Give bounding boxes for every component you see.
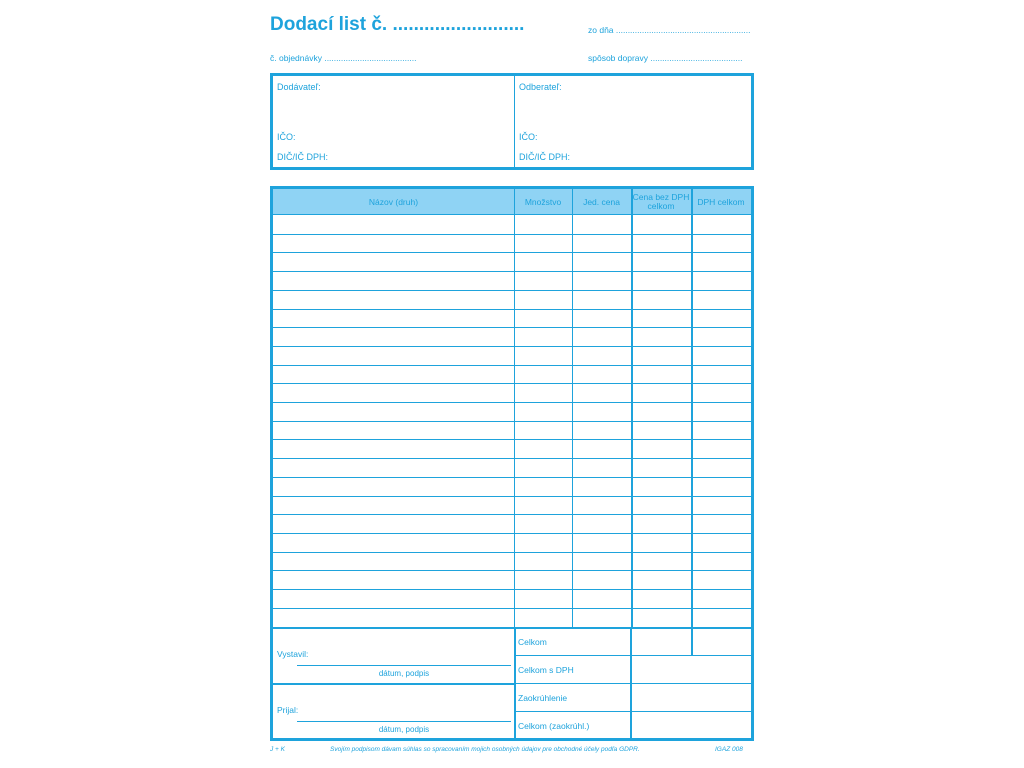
item-row-line xyxy=(273,290,751,291)
supplier-dic-label: DIČ/IČ DPH: xyxy=(277,152,329,162)
item-row-line xyxy=(273,552,751,553)
item-row-line xyxy=(273,589,751,590)
item-row-line xyxy=(273,514,751,515)
item-row-line xyxy=(273,271,751,272)
item-row-line xyxy=(273,439,751,440)
transport-method-field-label[interactable]: spôsob dopravy ....................................... xyxy=(588,53,743,63)
totals-row-line-3 xyxy=(514,711,751,712)
item-row-line xyxy=(273,234,751,235)
footer-publisher: J + K xyxy=(270,746,285,753)
received-by-label: Prijal: xyxy=(277,705,299,715)
customer-ico-label: IČO: xyxy=(519,132,538,142)
item-row-line xyxy=(273,496,751,497)
total-with-vat-label: Celkom s DPH xyxy=(518,665,574,675)
item-row-line xyxy=(273,402,751,403)
item-row-line xyxy=(273,533,751,534)
item-row-line xyxy=(273,608,751,609)
total-rounded-label: Celkom (zaokrúhl.) xyxy=(518,721,590,731)
item-row-line xyxy=(273,309,751,310)
date-field-label[interactable]: zo dňa ......................................................... xyxy=(588,25,751,35)
party-divider xyxy=(514,76,515,167)
issued-signature-line[interactable] xyxy=(297,665,511,666)
supplier-label: Dodávateľ: xyxy=(277,82,321,92)
issued-by-label: Vystavil: xyxy=(277,649,309,659)
items-table xyxy=(270,186,754,741)
item-row-line xyxy=(273,346,751,347)
item-row-line xyxy=(273,365,751,366)
customer-label: Odberateľ: xyxy=(519,82,562,92)
received-date-sign-label: dátum, podpis xyxy=(378,725,430,734)
column-header-name: Názov (druh) xyxy=(368,196,419,207)
footer-gdpr-consent: Svojím podpisom dávam súhlas so spracovaním mojich osobných údajov pre obchodné účely podľa GDPR. xyxy=(330,746,640,753)
column-line xyxy=(691,189,693,656)
received-signature-line[interactable] xyxy=(297,721,511,722)
issued-date-sign-label: dátum, podpis xyxy=(378,669,430,678)
column-line xyxy=(572,189,573,627)
item-row-line xyxy=(273,327,751,328)
column-header-unit-price: Jed. cena xyxy=(583,196,620,207)
totals-divider xyxy=(273,627,751,629)
column-header-vat: DPH celkom xyxy=(697,196,745,207)
item-row-line xyxy=(273,458,751,459)
customer-dic-label: DIČ/IČ DPH: xyxy=(519,152,571,162)
rounding-label: Zaokrúhlenie xyxy=(518,693,568,703)
signature-divider xyxy=(273,683,514,685)
column-line xyxy=(631,189,633,627)
item-row-line xyxy=(273,421,751,422)
item-row-line xyxy=(273,570,751,571)
item-row-line xyxy=(273,477,751,478)
totals-row-line-2 xyxy=(514,683,751,684)
totals-row-line-1 xyxy=(514,655,751,656)
supplier-ico-label: IČO: xyxy=(277,132,296,142)
total-label: Celkom xyxy=(518,637,547,647)
column-header-quantity: Množstvo xyxy=(524,196,562,207)
item-row-line xyxy=(273,252,751,253)
column-header-price-without-vat: Cena bez DPH celkom xyxy=(632,192,690,211)
delivery-note-form xyxy=(270,10,754,760)
item-row-line xyxy=(273,383,751,384)
form-title: Dodací list č. ......................... xyxy=(270,14,525,35)
column-line xyxy=(514,189,515,627)
party-info-box xyxy=(270,73,754,170)
order-number-field-label[interactable]: č. objednávky ....................................... xyxy=(270,53,417,63)
table-header xyxy=(273,189,751,215)
footer-form-code: IGAZ 008 xyxy=(715,746,743,753)
